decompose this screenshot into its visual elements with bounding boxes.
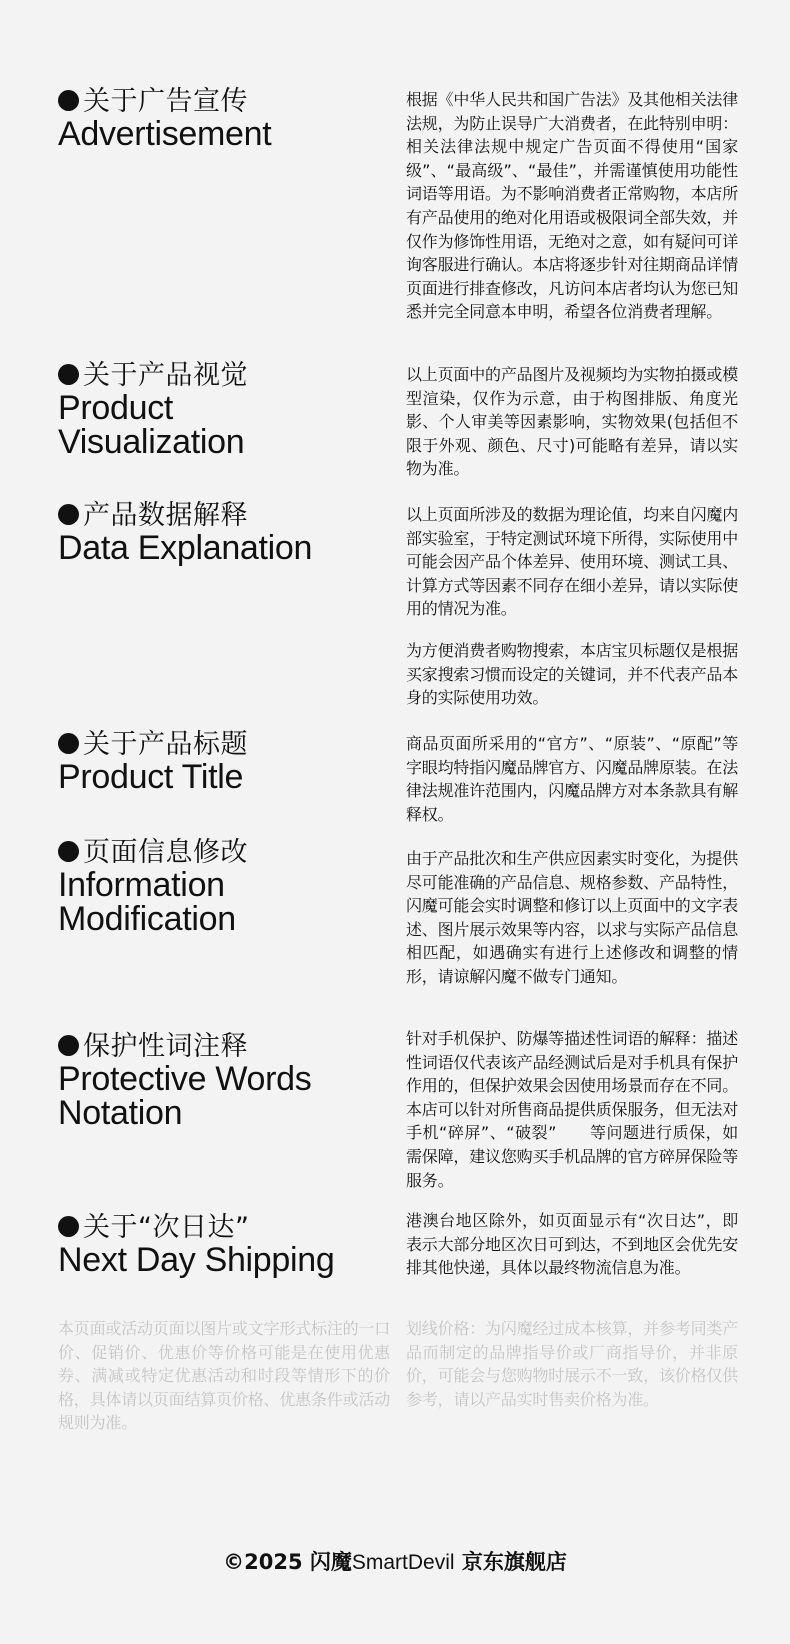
footnote-promo-price: 本页面或活动页面以图片或文字形式标注的一口价、促销价、优惠价等价格可能是在使用优惠券、满减或特定优惠活动和时段等情形下的价格，具体请以页面结算页价格、优惠条件或活动规则为准。: [58, 1319, 390, 1433]
heading-cn-text: 产品数据解释: [83, 500, 248, 531]
heading-cn-text: 关于产品标题: [83, 729, 248, 760]
bullet-dot-icon: [58, 90, 79, 111]
heading-en-text: Data Explanation: [58, 529, 313, 567]
heading-cn-text: 页面信息修改: [83, 837, 248, 868]
heading-cn-text: 关于“次日达”: [83, 1212, 250, 1243]
heading-cn-text: 保护性词注释: [83, 1031, 248, 1062]
bullet-dot-icon: [58, 1035, 79, 1056]
footnote-strikethrough-price: 划线价格：为闪魔经过成本核算，并参考同类产品而制定的品牌指导价或厂商指导价，并非原价，可能会与您购物时展示不一致，该价格仅供参考，请以产品实时售卖价格为准。: [406, 1319, 738, 1409]
heading-en-text: Next Day Shipping: [58, 1241, 335, 1279]
section-body: 针对手机保护、防爆等描述性词语的解释：描述性词语仅代表该产品经测试后是对手机具有保护作用的，但保护效果会因使用场景而存在不同。本店可以针对所售商品提供质保服务，但无法对手机“碎屏”、“破裂” 等问题进行质保，如需保障，建议您购买手机品牌的官方碎屏保险等服务。: [406, 1029, 738, 1190]
bullet-dot-icon: [58, 504, 79, 525]
section-heading: [58, 729, 388, 794]
section-heading: [58, 86, 388, 151]
heading-en-text: Product Visualization: [58, 389, 245, 461]
bullet-dot-icon: [58, 841, 79, 862]
footer-brand-en: SmartDevil: [351, 1551, 455, 1574]
heading-cn-text: 关于广告宣传: [83, 86, 248, 117]
heading-en-text: Product Title: [58, 758, 244, 796]
section-heading: [58, 500, 388, 565]
heading-en-text: Information Modification: [58, 866, 236, 938]
section-heading: [58, 1031, 388, 1130]
section-body: 以上页面中的产品图片及视频均为实物拍摄或模型渲染，仅作为示意，由于构图排版、角度光影、个人审美等因素影响，实物效果(包括但不限于外观、颜色、尺寸)可能略有差异，请以实物为准。: [406, 365, 738, 479]
section-heading: [58, 1212, 388, 1277]
section-body: 商品页面所采用的“官方”、“原装”、“原配”等字眼均特指闪魔品牌官方、闪魔品牌原装。在法律法规准许范围内，闪魔品牌方对本条款具有解释权。: [406, 734, 738, 824]
section-body: 根据《中华人民共和国广告法》及其他相关法律法规，为防止误导广大消费者，在此特别申明：相关法律法规中规定广告页面不得使用“国家级”、“最高级”、“最佳”，并需谨慎使用功能性词语等用语。为不影响消费者正常购物，本店所有产品使用的绝对化用语或极限词全部失效，并仅作为修饰性用语，无绝对之意，如有疑问可详询客服进行确认。本店将逐步针对往期商品详情页面进行排查修改，凡访问本店者均认为您已知悉并完全同意本申明，希望各位消费者理解。: [406, 90, 738, 322]
section-heading: [58, 837, 388, 936]
section-body: 以上页面所涉及的数据为理论值，均来自闪魔内部实验室，于特定测试环境下所得，实际使用中可能会因产品个体差异、使用环境、测试工具、计算方式等因素不同存在细小差异，请以实际使用的情况为准。: [406, 505, 738, 619]
section-body: 为方便消费者购物搜索，本店宝贝标题仅是根据买家搜索习惯而设定的关键词，并不代表产品本身的实际使用功效。: [406, 641, 738, 708]
section-heading: [58, 360, 388, 459]
bullet-dot-icon: [58, 1216, 79, 1237]
bullet-dot-icon: [58, 364, 79, 385]
footer-store-signature: [0, 1546, 790, 1576]
footer-store-name: 京东旗舰店: [454, 1550, 567, 1574]
section-body: 由于产品批次和生产供应因素实时变化，为提供尽可能准确的产品信息、规格参数、产品特性，闪魔可能会实时调整和修订以上页面中的文字表述、图片展示效果等内容，以求与实际产品信息相匹配，如遇确实有进行上述修改和调整的情形，请谅解闪魔不做专门通知。: [406, 849, 738, 986]
section-body: 港澳台地区除外，如页面显示有“次日达”，即表示大部分地区次日可到达，不到地区会优先安排其他快递，具体以最终物流信息为准。: [406, 1211, 738, 1278]
heading-en-text: Protective Words Notation: [58, 1060, 312, 1132]
heading-cn-text: 关于产品视觉: [83, 360, 248, 391]
bullet-dot-icon: [58, 733, 79, 754]
footer-copyright: ©2025 闪魔: [223, 1550, 352, 1574]
heading-en-text: Advertisement: [58, 115, 272, 153]
